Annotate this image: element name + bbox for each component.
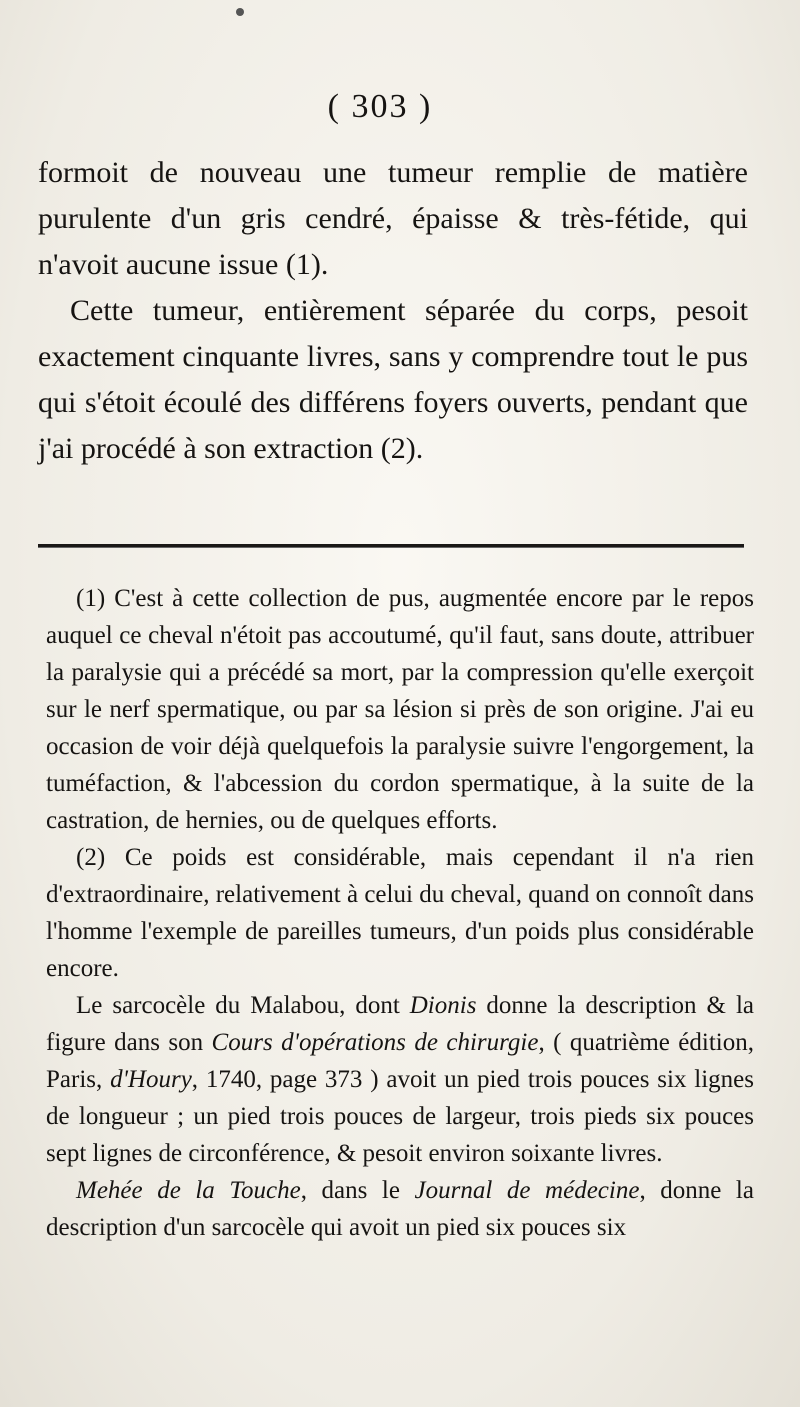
footnote-2: (2) Ce poids est considérable, mais cependant il n'a rien d'extraordinaire, relativement à celui du cheval, quand on connoît dans l'homme l'exemple de pareilles tumeurs, d'un poids plus considérable encore.	[46, 844, 754, 982]
ink-speck	[236, 8, 244, 16]
author-dionis: Dionis	[409, 992, 477, 1019]
footnotes	[46, 580, 754, 1246]
book-title-cours: Cours d'opérations de chirurgie	[211, 1029, 539, 1056]
journal-title: Journal de médecine	[414, 1177, 640, 1204]
author-mehee: Mehée de la Touche	[76, 1177, 301, 1204]
footnote-1: (1) C'est à cette collection de pus, augmentée encore par le repos auquel ce cheval n'étoit pas accoutumé, qu'il faut, sans doute, attribuer la paralysie qui a précédé sa mort, par la compression qu'elle exerçoit sur le nerf spermatique, ou par sa lésion si près de son origine. J'ai eu occasion de voir déjà quelquefois la paralysie suivre l'engorgement, la tuméfaction, & l'abcession du cordon spermatique, à la suite de la castration, de hernies, ou de quelques efforts.	[46, 585, 754, 834]
footnote-4	[46, 1172, 754, 1246]
footnote-3-text-b: donne la description & la figure dans son	[46, 992, 754, 1056]
footnote-4-text-a: , dans le	[300, 1177, 415, 1204]
main-paragraph-1: formoit de nouveau une tumeur remplie de matière purulente d'un gris cendré, épaisse & très-fétide, qui n'avoit aucune issue (1).	[38, 156, 748, 281]
footnote-3	[46, 987, 754, 1172]
footnote-4-text-b: , donne la description d'un sarcocèle qui avoit un pied six pouces six	[46, 1177, 754, 1241]
footnote-3-text-d: , 1740, page 373 ) avoit un pied trois pouces six lignes de longueur ; un pied trois pouces de largeur, trois pieds six pouces sept lignes de circonférence, & pesoit environ soixante livres.	[46, 1066, 754, 1167]
main-text	[38, 150, 748, 472]
publisher-houry: d'Houry	[110, 1066, 192, 1093]
footnote-3-text-c: , ( quatrième édition, Paris,	[46, 1029, 754, 1093]
main-paragraph-2: Cette tumeur, entièrement séparée du corps, pesoit exactement cinquante livres, sans y comprendre tout le pus qui s'étoit écoulé des différens foyers ouverts, pendant que j'ai procédé à son extraction (2).	[38, 294, 748, 465]
page-number: ( 303 )	[327, 88, 433, 125]
footnote-separator-rule	[38, 544, 744, 548]
footnote-3-text-a: Le sarcocèle du Malabou, dont	[76, 992, 410, 1019]
